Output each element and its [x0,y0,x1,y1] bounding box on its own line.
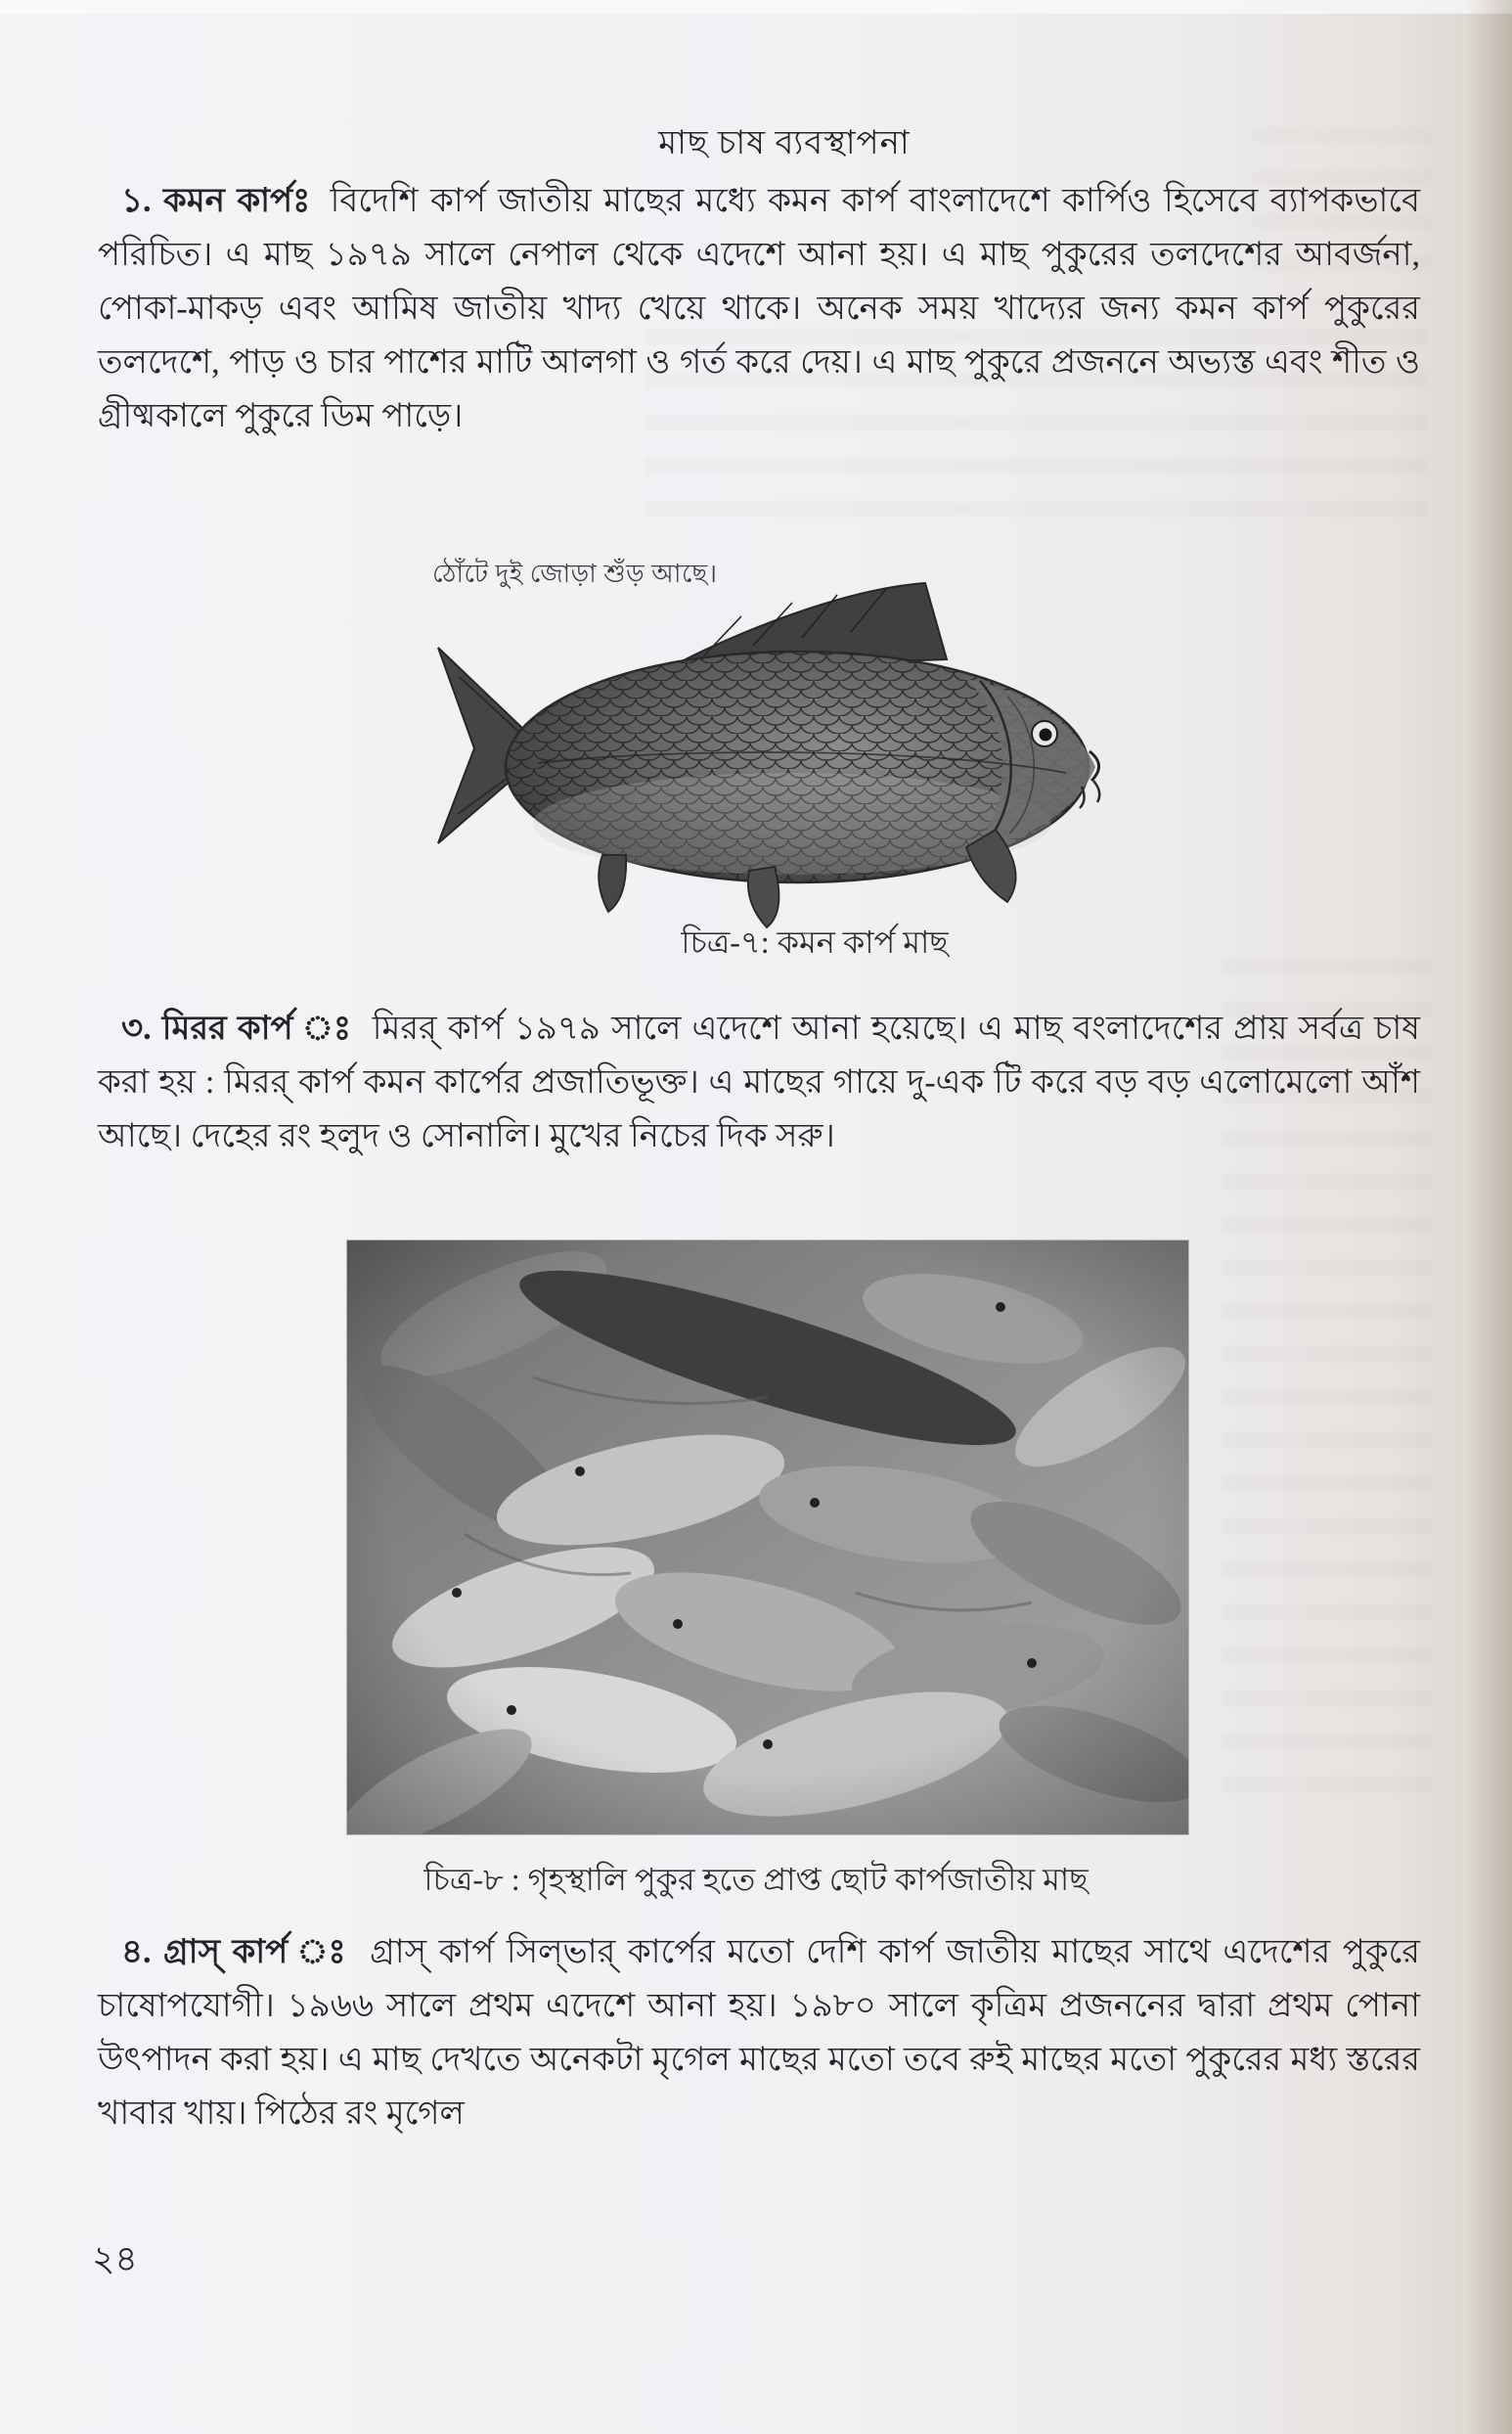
paragraph-mirror-carp [98,1002,1420,1163]
section-body-mirror-carp: মিরর্ কার্প ১৯৭৯ সালে এদেশে আনা হয়েছে। এ মাছ বংলাদেশের প্রায় সর্বত্র চাষ করা হয় : মিরর্ কার্প কমন কার্পের প্রজাতিভূক্ত। এ মাছের গায়ে দু-এক টি করে বড় বড় এলোমেলো আঁশ আছে। দেহের রং হলুদ ও সোনালি। মুখের নিচের দিক সরু। [98,1011,1421,1154]
figure8-caption: চিত্র-৮ : গৃহস্থালি পুকুর হতে প্রাপ্ত ছোট কার্পজাতীয় মাছ [423,1862,1089,1897]
page-number: ২৪ [92,2239,138,2278]
section-heading-mirror-carp: ৩. মিরর কার্প ঃ [121,1011,354,1047]
paragraph-grass-carp [98,1925,1420,2141]
page-edge-shadow [1467,0,1512,2434]
section-body-grass-carp: গ্রাস্ কার্প সিল্‌ভার্ কার্পের মতো দেশি কার্প জাতীয় মাছের সাথে এদেশের পুকুরে চাষোপযোগী। ১৯৬৬ সালে প্রথম এদেশে আনা হয়। ১৯৮০ সালে কৃত্রিম প্রজননের দ্বারা প্রথম পোনা উৎপাদন করা হয়। এ মাছ দেখতে অনেকটা মৃগেল মাছের মতো তবে রুই মাছের মতো পুকুরের মধ্য স্তরের খাবার খায়। পিঠের রং মৃগেল [98,1934,1421,2132]
common-carp-illustration [381,540,1185,933]
common-carp-figure [381,540,1185,933]
fish-pile-photo-illustration [347,1240,1188,1834]
page-header: মাছ চাষ ব্যবস্থাপনা [658,125,911,161]
section-heading-common-carp: ১. কমন কার্পঃ [121,183,311,219]
paragraph-common-carp [98,174,1420,443]
section-heading-grass-carp: ৪. গ্রাস্ কার্প ঃ [121,1934,350,1970]
barbel-annotation: ঠোঁটে দুই জোড়া শুঁড় আছে। [432,560,718,588]
figure7-caption: চিত্র-৭: কমন কার্প মাছ [681,924,949,960]
small-carp-photo [347,1240,1188,1834]
section-body-common-carp: বিদেশি কার্প জাতীয় মাছের মধ্যে কমন কার্প বাংলাদেশে কার্পিও হিসেবে ব্যাপকভাবে পরিচিত। এ মাছ ১৯৭৯ সালে নেপাল থেকে এদেশে আনা হয়। এ মাছ পুকুরের তলদেশের আবর্জনা, পোকা-মাকড় এবং আমিষ জাতীয় খাদ্য খেয়ে থাকে। অনেক সময় খাদ্যের জন্য কমন কার্প পুকুরের তলদেশে, পাড় ও চার পাশের মাটি আলগা ও গর্ত করে দেয়। এ মাছ পুকুরে প্রজননে অভ্যস্ত এবং শীত ও গ্রীষ্মকালে পুকুরে ডিম পাড়ে। [98,183,1420,434]
